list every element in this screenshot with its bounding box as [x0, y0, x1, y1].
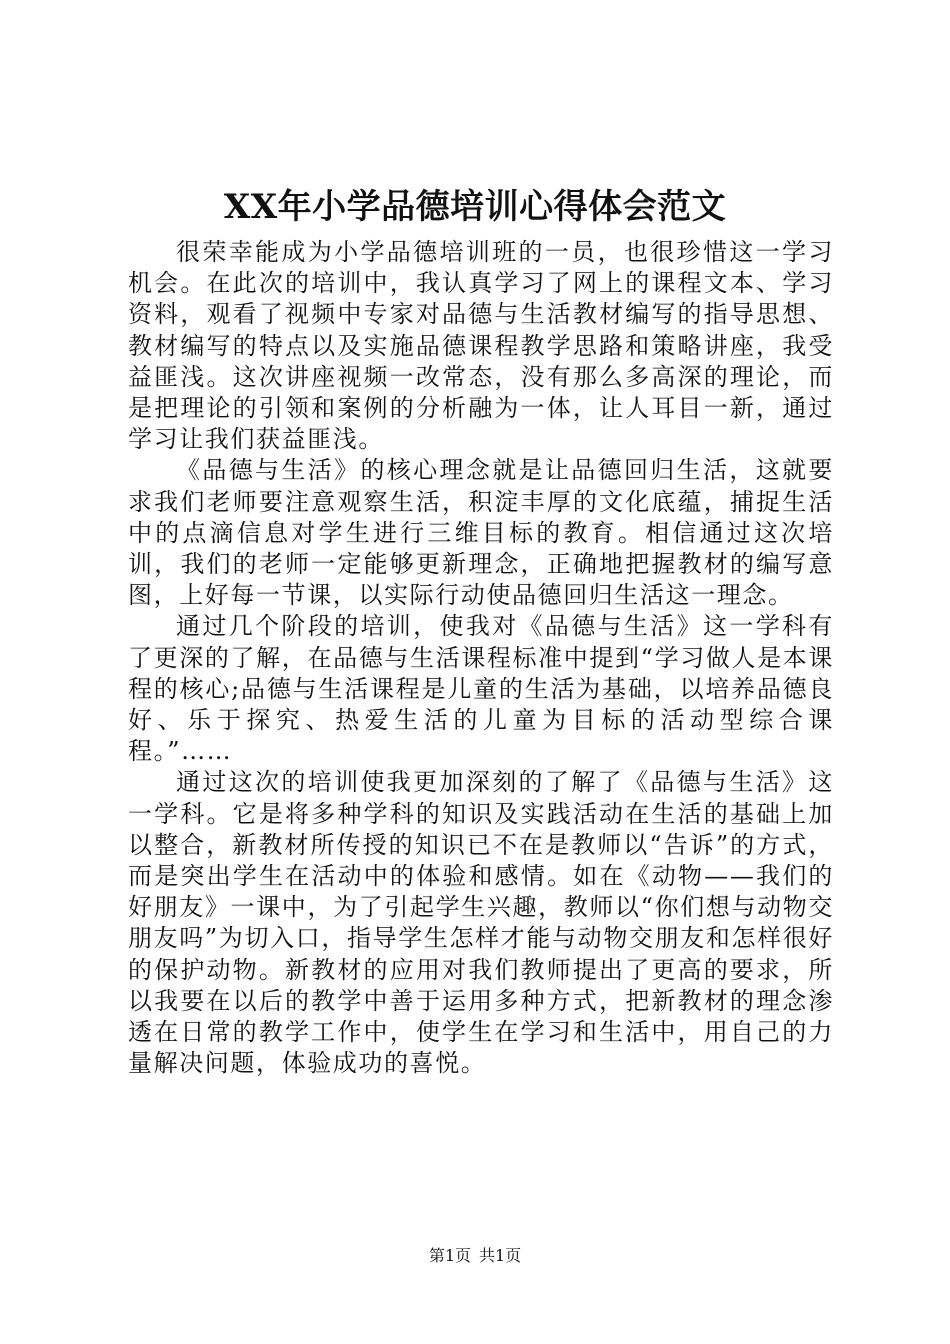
paragraph-2: 《品德与生活》的核心理念就是让品德回归生活，这就要求我们老师要注意观察生活，积淀丰厚的文化底蕴，捕捉生活中的点滴信息对学生进行三维目标的教育。相信通过这次培训，我们的老师一定能够更新理念，正确地把握教材的编写意图，上好每一节课，以实际行动使品德回归生活这一理念。	[128, 456, 834, 610]
paragraph-3: 通过几个阶段的培训，使我对《品德与生活》这一学科有了更深的了解，在品德与生活课程标准中提到“学习做人是本课程的核心;品德与生活课程是儿童的生活为基础，以培养品德良好、乐于探究、热爱生活的儿童为目标的活动型综合课程。”……	[128, 612, 834, 766]
page-number-total: 共1页	[479, 1246, 522, 1265]
document-body	[128, 237, 834, 1079]
page-number-current: 第1页	[428, 1246, 471, 1265]
paragraph-4: 通过这次的培训使我更加深刻的了解了《品德与生活》这一学科。它是将多种学科的知识及实践活动在生活的基础上加以整合，新教材所传授的知识已不在是教师以“告诉”的方式，而是突出学生在活动中的体验和感情。如在《动物——我们的好朋友》一课中，为了引起学生兴趣，教师以“你们想与动物交朋友吗”为切入口，指导学生怎样才能与动物交朋友和怎样很好的保护动物。新教材的应用对我们教师提出了更高的要求，所以我要在以后的教学中善于运用多种方式，把新教材的理念渗透在日常的教学工作中，使学生在学习和生活中，用自己的力量解决问题，体验成功的喜悦。	[128, 768, 834, 1078]
document-title: XX年小学品德培训心得体会范文	[223, 187, 727, 227]
paragraph-1: 很荣幸能成为小学品德培训班的一员，也很珍惜这一学习机会。在此次的培训中，我认真学习了网上的课程文本、学习资料，观看了视频中专家对品德与生活教材编写的指导思想、教材编写的特点以及实施品德课程教学思路和策略讲座，我受益匪浅。这次讲座视频一改常态，没有那么多高深的理论，而是把理论的引领和案例的分析融为一体，让人耳目一新，通过学习让我们获益匪浅。	[128, 238, 834, 454]
page-footer	[0, 1245, 950, 1267]
